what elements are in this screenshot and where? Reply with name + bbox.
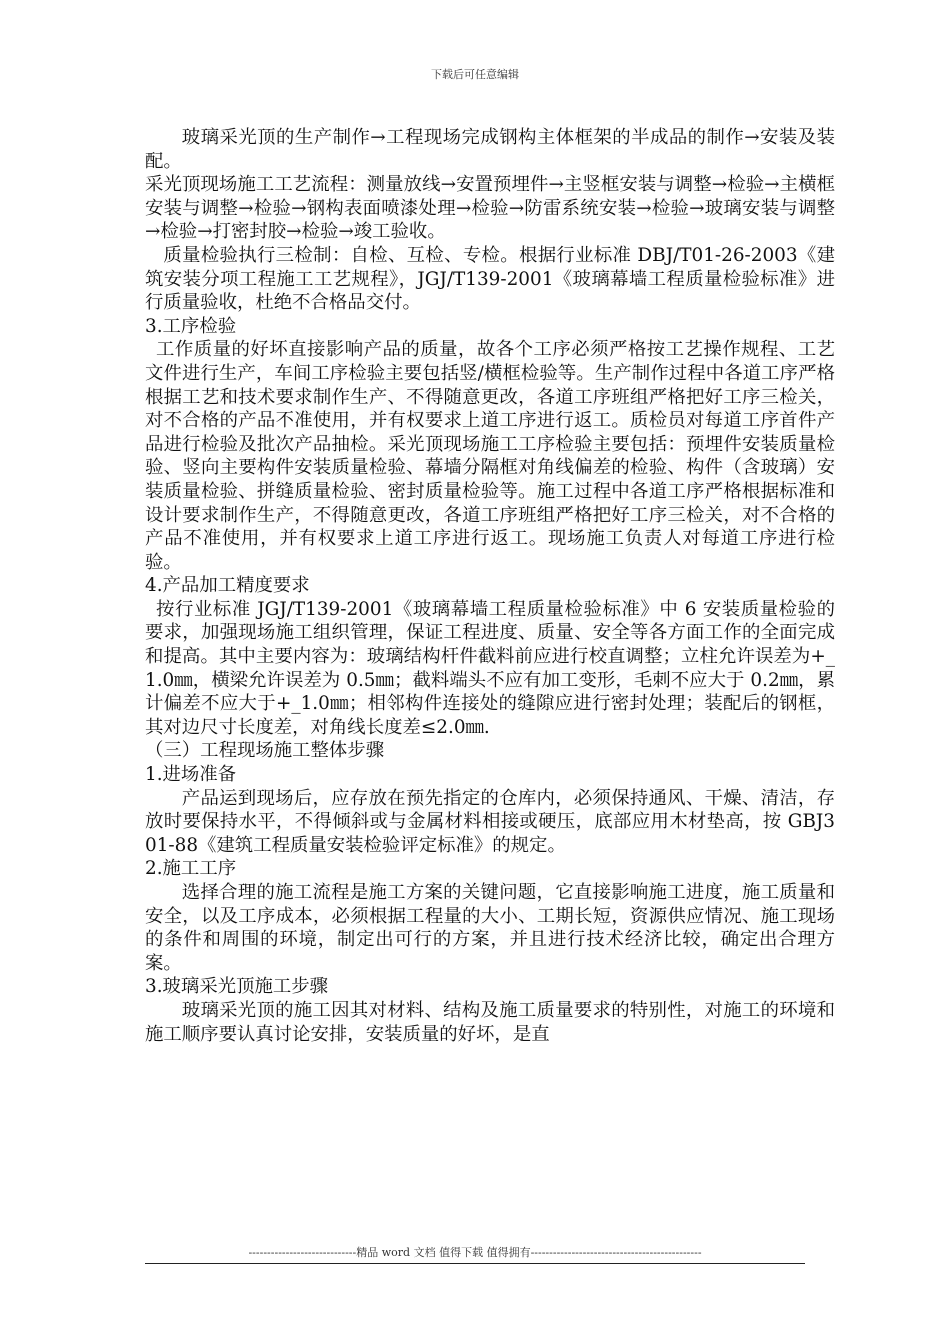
paragraph-site-process: 采光顶现场施工工艺流程：测量放线→安置预埋件→主竖框安装与调整→检验→主横框安装与调整→检验→钢构表面喷漆处理→检验→防雷系统安装→检验→玻璃安装与调整→检验→打密封胶→检验→竣工验收。 — [145, 174, 835, 243]
paragraph-production-flow: 玻璃采光顶的生产制作→工程现场完成钢构主体框架的半成品的制作→安装及装配。 — [145, 127, 835, 172]
paragraph-process-inspection: 工作质量的好坏直接影响产品的质量，故各个工序必须严格按工艺操作规程、工艺文件进行生产，车间工序检验主要包括竖/横框检验等。生产制作过程中各道工序严格根据工艺和技术要求制作生产、不得随意更改，各道工序班组严格把好工序三检关，对不合格的产品不准使用，并有权要求上道工序进行返工。质检员对每道工序首件产品进行检验及批次产品抽检。采光顶现场施工工序检验主要包括：预埋件安装质量检验、竖向主要构件安装质量检验、幕墙分隔框对角线偏差的检验、构件（含玻璃）安装质量检验、拼缝质量检验、密封质量检验等。施工过程中各道工序严格根据标准和设计要求制作生产，不得随意更改，各道工序班组严格把好工序三检关，对不合格的产品不准使用，并有权要求上道工序进行返工。现场施工负责人对每道工序进行检验。 — [145, 339, 835, 573]
paragraph-quality-inspection: 质量检验执行三检制：自检、互检、专检。根据行业标准 DBJ/T01-26-2003《建筑安装分项工程施工工艺规程》，JGJ/T139-2001《玻璃幕墙工程质量检验标准》进行质量验收，杜绝不合格品交付。 — [145, 244, 835, 314]
heading-process-inspection: 3.工序检验 — [145, 315, 237, 337]
paragraph-construction-process: 选择合理的施工流程是施工方案的关键问题，它直接影响施工进度，施工质量和安全，以及工序成本，必须根据工程量的大小、工期长短，资源供应情况、施工现场的条件和周围的环境，制定出可行的方案，并且进行技术经济比较，确定出合理方案。 — [145, 882, 835, 974]
paragraph-site-preparation: 产品运到现场后，应存放在预先指定的仓库内，必须保持通风、干燥、清洁，存放时要保持水平，不得倾斜或与金属材料相接或硬压，底部应用木材垫高，按 GBJ301-88《建筑工程质量安装检验评定标准》的规定。 — [145, 787, 835, 856]
page-footer: -----------------------------精品 word 文档 值得下载 值得拥有---------------------------------------------- — [248, 1246, 702, 1259]
heading-skylight-steps: 3.玻璃采光顶施工步骤 — [145, 976, 329, 998]
heading-site-preparation: 1.进场准备 — [145, 764, 237, 786]
heading-site-steps: （三）工程现场施工整体步骤 — [145, 740, 385, 762]
footer-divider — [145, 1263, 805, 1264]
page-header: 下载后可任意编辑 — [431, 68, 519, 81]
heading-precision-requirements: 4.产品加工精度要求 — [145, 575, 310, 597]
paragraph-skylight-steps: 玻璃采光顶的施工因其对材料、结构及施工质量要求的特别性，对施工的环境和施工顺序要认真讨论安排，安装质量的好坏，是直 — [145, 999, 835, 1045]
paragraph-precision-requirements: 按行业标准 JGJ/T139-2001《玻璃幕墙工程质量检验标准》中 6 安装质量检验的要求，加强现场施工组织管理，保证工程进度、质量、安全等各方面工作的全面完成和提高。其中主要内容为：玻璃结构杆件截料前应进行校直调整；立柱允许误差为+_1.0㎜，横梁允许误差为 0.5㎜；截料端头不应有加工变形，毛刺不应大于 0.2㎜，累计偏差不应大于+_1.0㎜；相邻构件连接处的缝隙应进行密封处理；装配后的钢框，其对边尺寸长度差，对角线长度差≤2.0㎜. — [145, 598, 835, 738]
heading-construction-process: 2.施工工序 — [145, 858, 237, 880]
document-body — [145, 126, 835, 1046]
